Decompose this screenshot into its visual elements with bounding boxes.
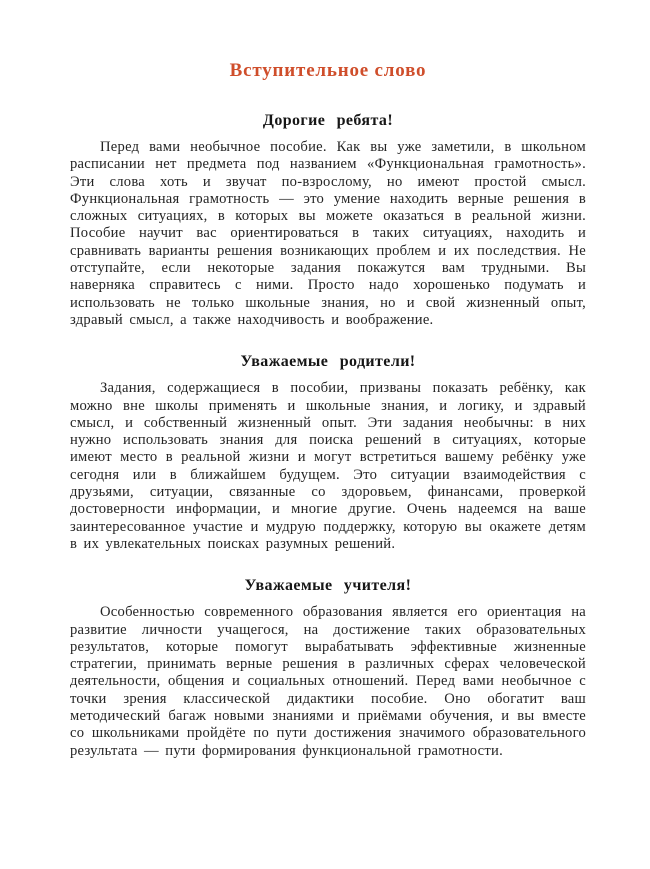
section-paragraph-parents: Задания, содержащиеся в пособии, призваны показать ребёнку, как можно вне школы применять и школьные знания, и логику, и здравый смысл, и собственный жизненный опыт. Эти задания необычны: в них нужно использовать знания для поиска решений в ситуациях, которые имеют место в реальной жизни и могут встретиться вашему ребёнку уже сегодня или в ближайшем будущем. Это ситуации взаимодействия с друзьями, ситуации, связанные со здоровьем, финансами, проверкой достоверности информации, и многие другие. Очень надеемся на ваше заинтересованное участие и мудрую поддержку, которую вы окажете детям в их увлекательных поисках разумных решений.: [70, 380, 586, 552]
page-title: Вступительное слово: [229, 60, 427, 81]
section-paragraph-students: Перед вами необычное пособие. Как вы уже заметили, в школьном расписании нет предмета под названием «Функциональная грамотность». Эти слова хоть и звучат по-взрослому, но имеют простой смысл. Функциональная грамотность — это умение находить верные решения в сложных ситуациях, в которых вы можете оказаться в реальной жизни. Пособие научит вас ориентироваться в таких ситуациях, находить и сравнивать варианты решения возникающих проблем и их последствия. Не отступайте, если некоторые задания покажутся вам трудными. Вы наверняка справитесь с ними. Просто надо хорошенько подумать и использовать не только школьные знания, но и свой жизненный опыт, здравый смысл, а также находчивость и воображение.: [70, 139, 586, 328]
section-heading-students: Дорогие ребята!: [262, 112, 394, 129]
section-heading-parents: Уважаемые родители!: [240, 353, 416, 371]
section-paragraph-teachers: Особенностью современного образования является его ориентация на развитие личности учащегося, на достижение таких образовательных результатов, которые помогут вырабатывать эффективные жизненные стратегии, принимать верные решения в различных сферах человеческой деятельности, общения и социальных отношений. Перед вами необычное с точки зрения классической дидактики пособие. Оно обогатит ваш методический багаж новыми знаниями и приёмами обучения, и вы вместе со школьниками пройдёте по пути достижения значимого образовательного результата — пути формирования функциональной грамотности.: [70, 604, 586, 759]
section-heading-teachers: Уважаемые учителя!: [244, 577, 412, 595]
section-parents: [70, 353, 586, 553]
section-students: [70, 112, 586, 329]
section-teachers: [70, 577, 586, 760]
